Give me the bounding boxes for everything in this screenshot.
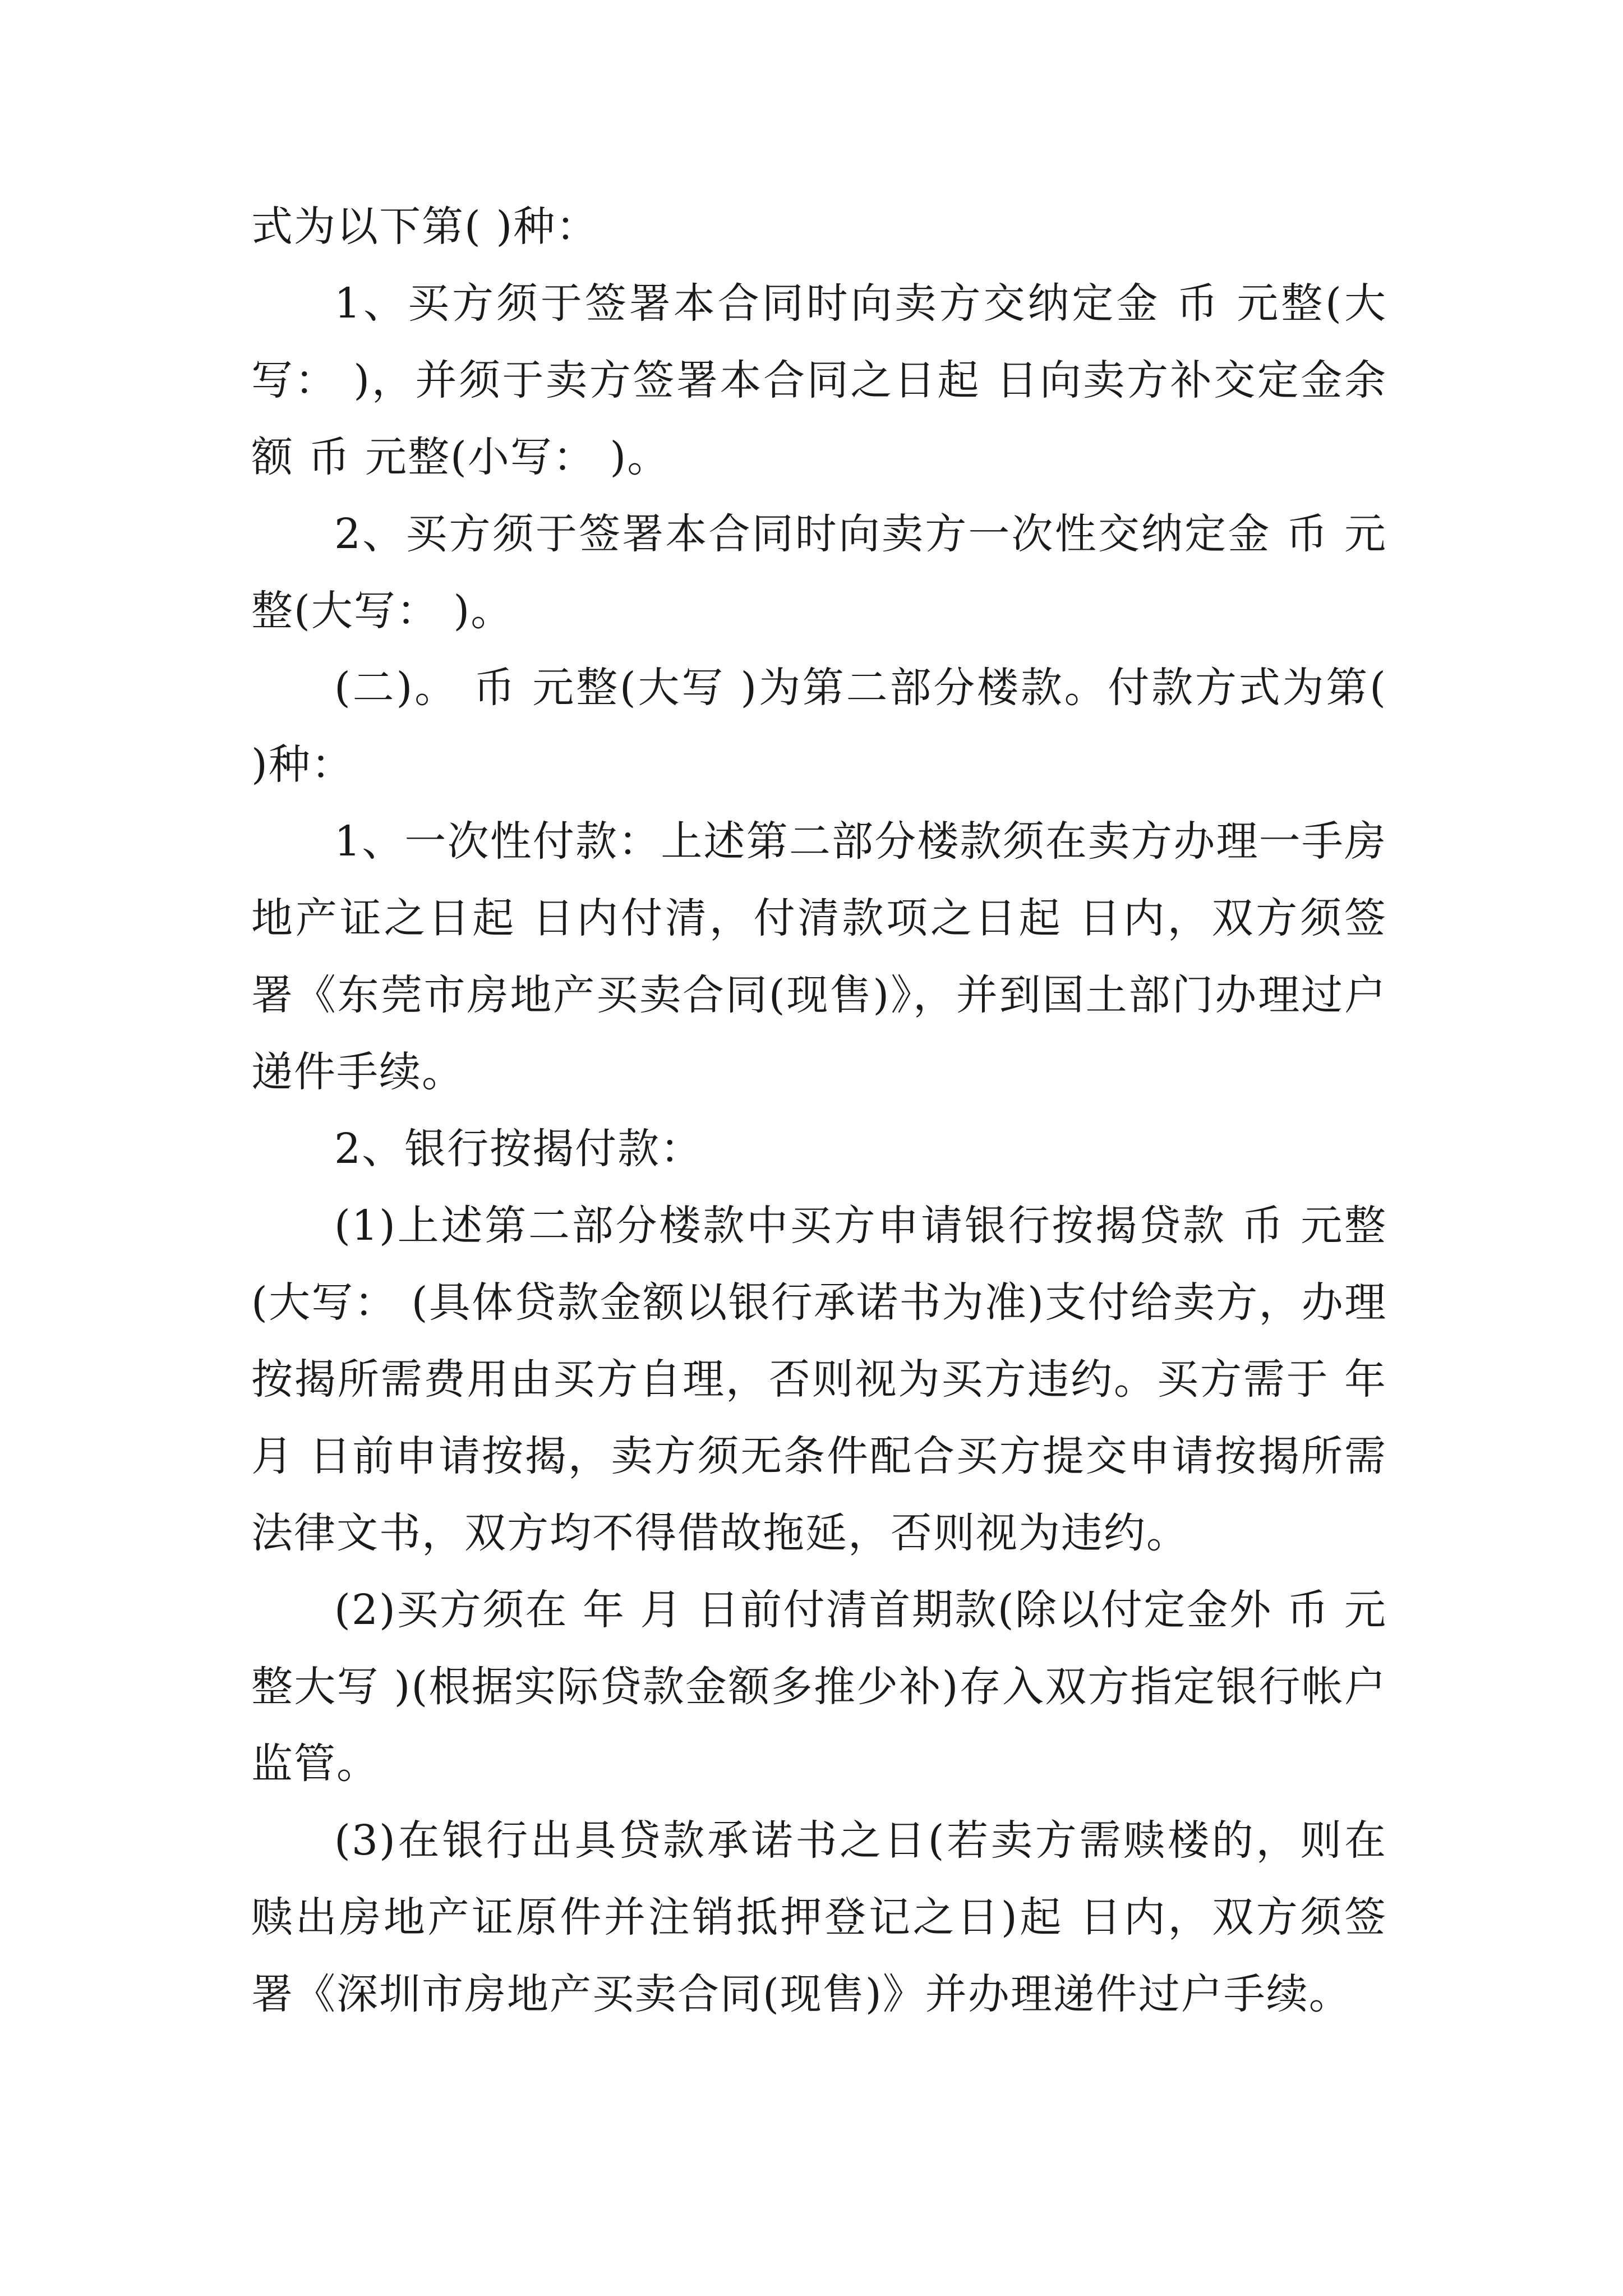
paragraph-second-installment: (二)。 币 元整(大写 )为第二部分楼款。付款方式为第( )种： [251,664,1387,789]
paragraph-mortgage-heading: 2、银行按揭付款： [334,1125,703,1173]
paragraph-deposit-option-2: 2、买方须于签署本合同时向卖方一次性交纳定金 币 元整(大写： )。 [251,510,1387,635]
document-body [251,188,1387,2033]
paragraph-lump-sum-payment: 1、一次性付款：上述第二部分楼款须在卖方办理一手房地产证之日起 日内付清，付清款项之日起 日内，双方须签署《东莞市房地产买卖合同(现售)》，并到国土部门办理过户递件手续。 [251,817,1387,1096]
paragraph-payment-method-intro: 式为以下第( )种： [251,203,599,251]
paragraph-mortgage-item-1: (1)上述第二部分楼款中买方申请银行按揭贷款 币 元整(大写： (具体贷款金额以银行承诺书为准)支付给卖方，办理按揭所需费用由买方自理，否则视为买方违约。买方需于 年 月 日前申请按揭，卖方须无条件配合买方提交申请按揭所需法律文书，双方均不得借故拖延，否则视为违约。 [251,1202,1387,1557]
paragraph-deposit-option-1: 1、买方须于签署本合同时向卖方交纳定金 币 元整(大写： )，并须于卖方签署本合同之日起 日向卖方补交定金余额 币 元整(小写： )。 [251,279,1387,481]
paragraph-mortgage-item-2: (2)买方须在 年 月 日前付清首期款(除以付定金外 币 元整大写 )(根据实际贷款金额多推少补)存入双方指定银行帐户监管。 [251,1586,1387,1788]
paragraph-mortgage-item-3: (3)在银行出具贷款承诺书之日(若卖方需赎楼的，则在赎出房地产证原件并注销抵押登记之日)起 日内，双方须签署《深圳市房地产买卖合同(现售)》并办理递件过户手续。 [251,1816,1387,2018]
